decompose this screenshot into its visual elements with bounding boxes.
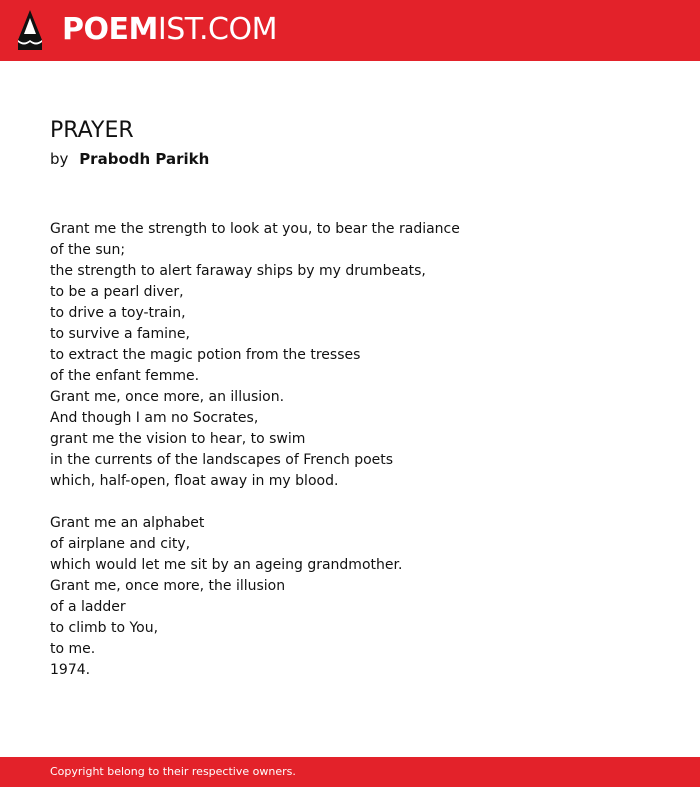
poem-line: Grant me, once more, an illusion. bbox=[50, 389, 285, 405]
poem-line: of a ladder bbox=[50, 599, 126, 615]
poem-line: in the currents of the landscapes of French poets bbox=[50, 452, 394, 468]
stanza-gap bbox=[50, 492, 650, 513]
poem-author: Prabodh Parikh bbox=[79, 150, 210, 168]
poem-title: PRAYER bbox=[50, 118, 134, 143]
poem-line: Grant me the strength to look at you, to bear the radiance bbox=[50, 221, 460, 237]
logo-light-text: IST.COM bbox=[157, 12, 277, 47]
by-label: by bbox=[50, 150, 69, 168]
stanza bbox=[50, 219, 650, 492]
poem-line: which would let me sit by an ageing grandmother. bbox=[50, 557, 403, 573]
poem-line: Grant me, once more, the illusion bbox=[50, 578, 286, 594]
poem-line: which, half-open, float away in my blood. bbox=[50, 473, 339, 489]
poem-line: to climb to You, bbox=[50, 620, 159, 636]
stanza bbox=[50, 513, 650, 681]
copyright-text: Copyright belong to their respective owners. bbox=[50, 765, 296, 778]
poem-line: Grant me an alphabet bbox=[50, 515, 205, 531]
site-header bbox=[0, 0, 700, 61]
poem-line: to extract the magic potion from the tresses bbox=[50, 347, 361, 363]
poem-line: to survive a famine, bbox=[50, 326, 190, 342]
site-footer bbox=[0, 757, 700, 787]
poem-line: of airplane and city, bbox=[50, 536, 191, 552]
poem-line: 1974. bbox=[50, 662, 91, 678]
poem-line: to drive a toy-train, bbox=[50, 305, 186, 321]
poem-line: of the enfant femme. bbox=[50, 368, 200, 384]
poem-line: grant me the vision to hear, to swim bbox=[50, 431, 306, 447]
byline bbox=[50, 149, 209, 169]
logo-bold-text: POEM bbox=[62, 12, 158, 47]
poem-line: to me. bbox=[50, 641, 96, 657]
site-logo[interactable] bbox=[62, 12, 277, 48]
poem-body bbox=[50, 219, 650, 681]
pencil-tip-icon bbox=[17, 9, 43, 51]
poem-line: to be a pearl diver, bbox=[50, 284, 184, 300]
poem-line: And though I am no Socrates, bbox=[50, 410, 259, 426]
poem-line: of the sun; bbox=[50, 242, 126, 258]
poem-line: the strength to alert faraway ships by my drumbeats, bbox=[50, 263, 426, 279]
